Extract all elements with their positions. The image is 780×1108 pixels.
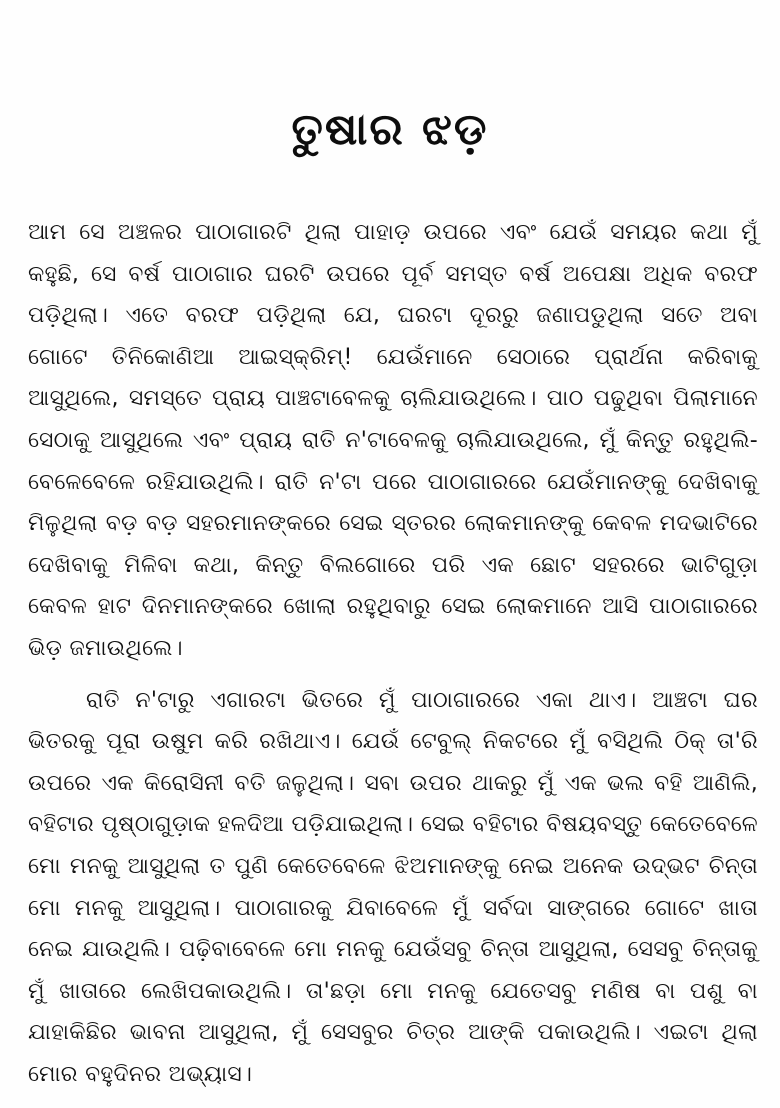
text-line: ବହିଟାର ପୃଷ୍ଠାଗୁଡ଼ାକ ହଳଦିଆ ପଡ଼ିଯାଇଥିଲା। ସେଇ ବହିଟାର ବିଷୟବସ୍ତୁ କେତେବେଳେ — [28, 812, 758, 838]
paragraph-2 — [28, 680, 758, 1096]
text-line: ଯାହାକିଛିର ଭାବନା ଆସୁଥିଲା, ମୁଁ ସେସବୁର ଚିତ୍ର ଆଙ୍କି ପକାଉଥିଲି। ଏଇଟା ଥିଲା — [28, 1020, 758, 1046]
text-line: କହୁଛି, ସେ ବର୍ଷ ପାଠାଗାର ଘରଟି ଉପରେ ପୂର୍ବ ସମସ୍ତ ବର୍ଷ ଅପେକ୍ଷା ଅଧିକ ବରଫ — [28, 261, 758, 287]
text-line: ପଡ଼ିଥିଲା। ଏତେ ବରଫ ପଡ଼ିଥିଲା ଯେ, ଘରଟା ଦୂରରୁ ଜଣାପଡୁଥିଲା ସତେ ଅବା — [28, 303, 758, 329]
text-line: ଗୋଟେ ତିନିକୋଣିଆ ଆଇସ୍‌କ୍ରିମ୍! ଯେଉଁମାନେ ସେଠାରେ ପ୍ରାର୍ଥନା କରିବାକୁ — [28, 344, 758, 370]
text-line: ମୋ ମନକୁ ଆସୁଥିଲା ତ ପୁଣି କେତେବେଳେ ଝିଅମାନଙ୍କୁ ନେଇ ଅନେକ ଉଦ୍ଭଟ ଚିନ୍ତା — [28, 853, 758, 879]
text-line: ମୁଁ ଖାତାରେ ଲେଖିପକାଉଥିଲି। ତା'ଛଡ଼ା ମୋ ମନକୁ ଯେତେସବୁ ମଣିଷ ବା ପଶୁ ବା — [28, 978, 758, 1004]
text-line: ଭିଡ଼ ଜମାଉଥିଲେ। — [28, 635, 183, 661]
body-text — [28, 212, 758, 1095]
text-line: ଦେଖିବାକୁ ମିଳିବା କଥା, କିନ୍ତୁ ବିଲଗୋରେ ପରି ଏକ ଛୋଟ ସହରରେ ଭାଟିଗୁଡ଼ା — [28, 552, 758, 578]
text-line: କେବଳ ହାଟ ଦିନମାନଙ୍କରେ ଖୋଲା ରହୁଥିବାରୁ ସେଇ ଲୋକମାନେ ଆସି ପାଠାଗାରରେ — [28, 594, 758, 620]
text-line: ଉପରେ ଏକ କିରୋସିନୀ ବତି ଜଳୁଥିଲା। ସବା ଉପର ଥାକରୁ ମୁଁ ଏକ ଭଲ ବହି ଆଣିଲି, — [28, 770, 758, 796]
text-line: ଭିତରକୁ ପୂରା ଉଷୁମ କରି ରଖିଥାଏ। ଯେଉଁ ଟେବୁଲ୍ ନିକଟରେ ମୁଁ ବସିଥିଲି ଠିକ୍ ତା'ରି — [28, 729, 758, 755]
text-line: ବେଳେବେଳେ ରହିଯାଉଥିଲି। ରାତି ନ'ଟା ପରେ ପାଠାଗାରରେ ଯେଉଁମାନଙ୍କୁ ଦେଖିବାକୁ — [28, 469, 758, 495]
text-line: ମୋର ବହୁଦିନର ଅଭ୍ୟାସ। — [28, 1061, 253, 1087]
text-line: ମୋ ମନକୁ ଆସୁଥିଲା। ପାଠାଗାରକୁ ଯିବାବେଳେ ମୁଁ ସର୍ବଦା ସାଙ୍ଗରେ ଗୋଟେ ଖାତା — [28, 895, 758, 921]
text-line: ଆମ ସେ ଅଞ୍ଚଳର ପାଠାଗାରଟି ଥିଲା ପାହାଡ଼ ଉପରେ ଏବଂ ଯେଉଁ ସମୟର କଥା ମୁଁ — [28, 220, 758, 245]
text-line: ସେଠାକୁ ଆସୁଥିଲେ ଏବଂ ପ୍ରାୟ ରାତି ନ'ଟାବେଳକୁ ଚାଲିଯାଉଥିଲେ, ମୁଁ କିନ୍ତୁ ରହୁଥିଲି- — [28, 427, 758, 453]
chapter-title: ତୁଷାର ଝଡ଼ — [291, 104, 489, 155]
text-line: ରାତି ନ'ଟାରୁ ଏଗାରଟା ଭିତରେ ମୁଁ ପାଠାଗାରରେ ଏକା ଥାଏ। ଆଞ୍ଚଟା ଘର — [86, 687, 758, 713]
text-line: ମିଳୁଥିଲା ବଡ଼ ବଡ଼ ସହରମାନଙ୍କରେ ସେଇ ସ୍ତରର ଲୋକମାନଙ୍କୁ କେବଳ ମଦଭାଟିରେ — [28, 511, 758, 537]
text-line: ନେଇ ଯାଉଥିଲି। ପଢ଼ିବାବେଳେ ମୋ ମନକୁ ଯେଉଁସବୁ ଚିନ୍ତା ଆସୁଥିଲା, ସେସବୁ ଚିନ୍ତାକୁ — [28, 937, 758, 963]
paragraph-spacer — [28, 670, 758, 680]
text-line: ଆସୁଥିଲେ, ସମସ୍ତେ ପ୍ରାୟ ପାଞ୍ଚଟାବେଳକୁ ଚାଲିଯାଉଥିଲେ। ପାଠ ପଢୁଥିବା ପିଲାମାନେ — [28, 386, 758, 412]
paragraph-1 — [28, 212, 758, 670]
